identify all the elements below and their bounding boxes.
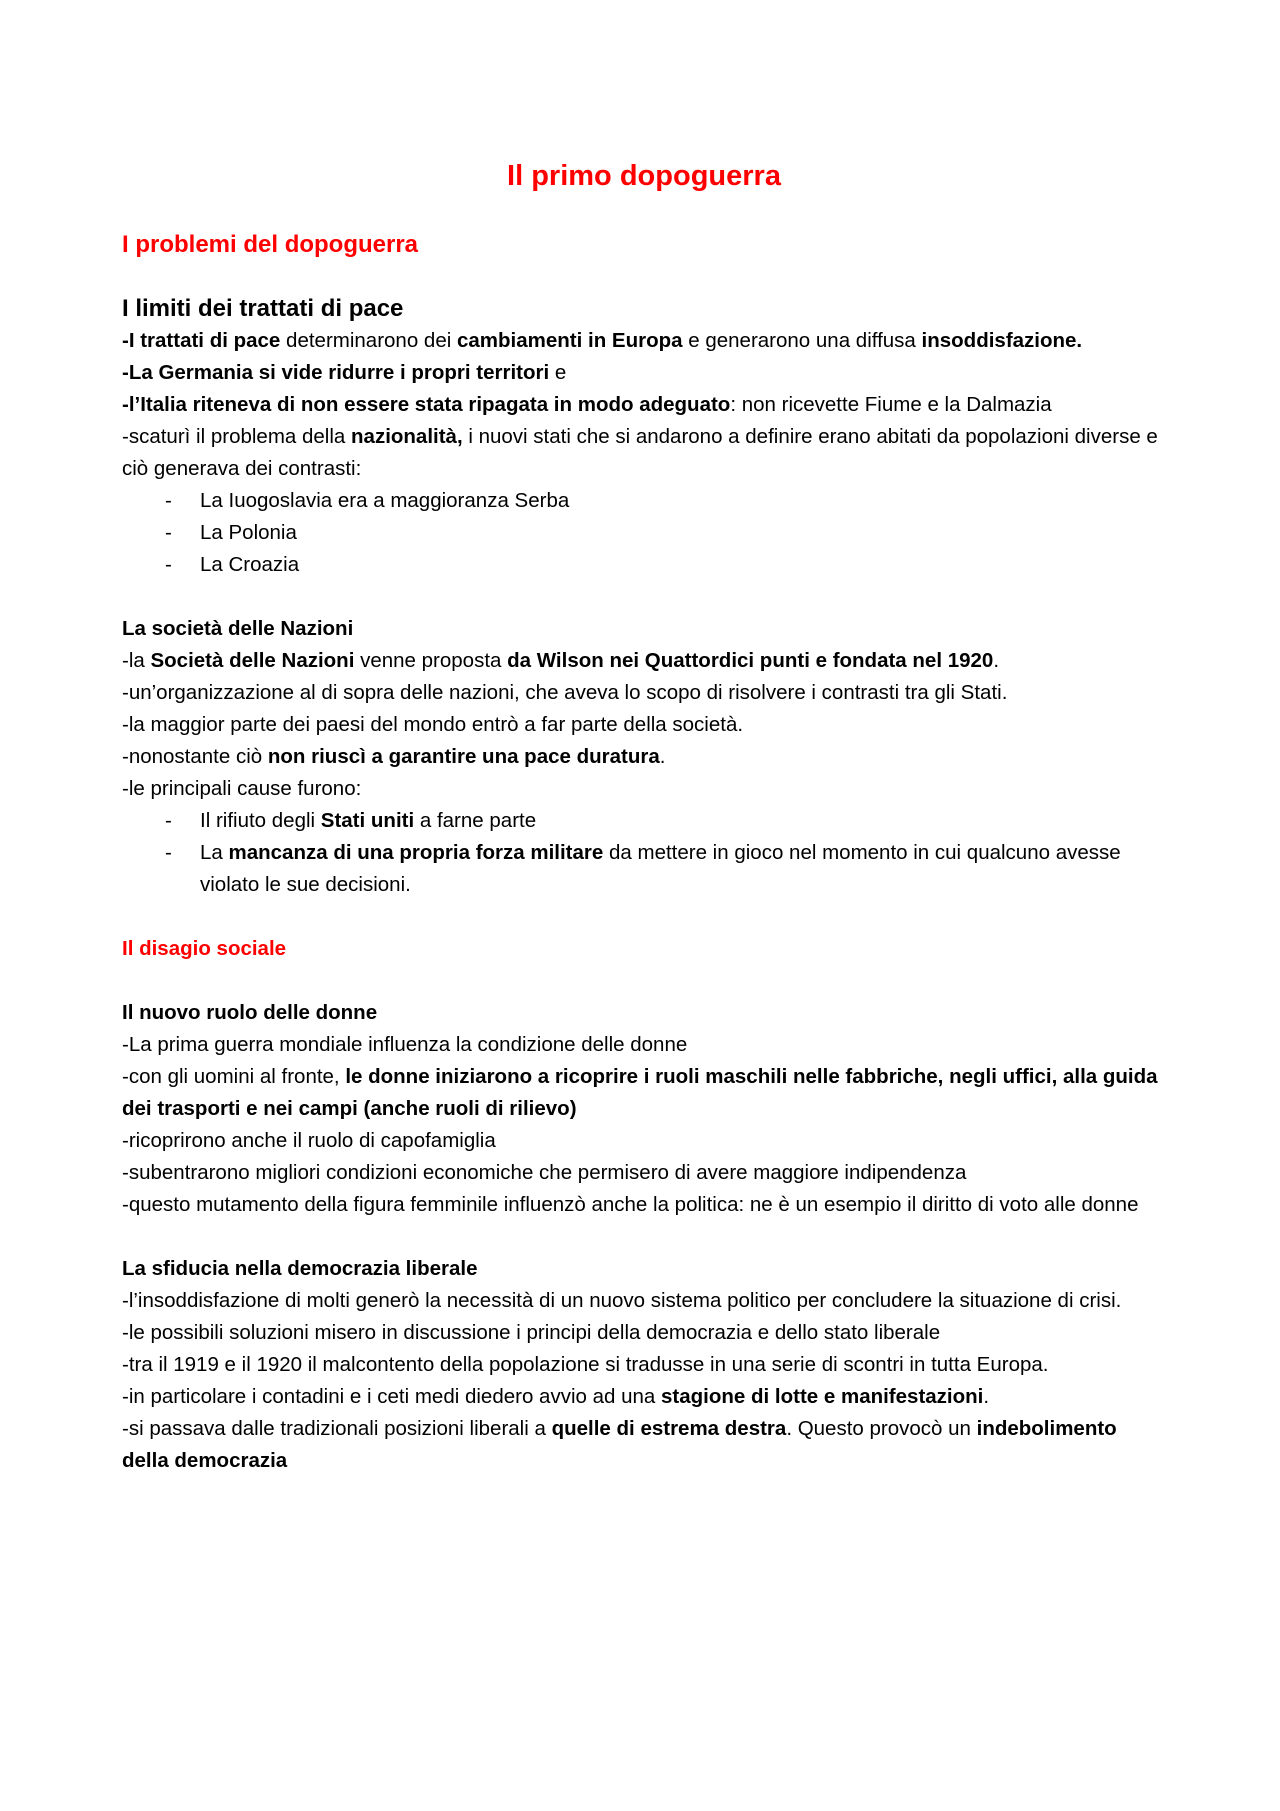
paragraph-contadini: -in particolare i contadini e i ceti medi diedero avvio ad una stagione di lotte e manifestazioni. (122, 1385, 990, 1408)
list-item: - Il rifiuto degli Stati uniti a farne parte (122, 805, 1162, 837)
paragraph-germania: -La Germania si vide ridurre i propri territori e (122, 361, 567, 384)
list-item: - La mancanza di una propria forza militare da mettere in gioco nel momento in cui qualcuno avesse violato le sue decisioni. (122, 837, 1162, 901)
document-body (122, 155, 1162, 1477)
subsection-heading-societa: La società delle Nazioni (122, 617, 354, 640)
paragraph-organizzazione: -un’organizzazione al di sopra delle nazioni, che aveva lo scopo di risolvere i contrasti tra gli Stati. (122, 681, 1008, 704)
paragraph-estrema-destra: -si passava dalle tradizionali posizioni liberali a quelle di estrema destra. Questo provocò un indebolimento della democrazia (122, 1417, 1117, 1472)
paragraph-cause: -le principali cause furono: (122, 777, 362, 800)
list-cause (122, 805, 1162, 901)
document-title: Il primo dopoguerra (507, 160, 781, 192)
paragraph-nazionalita: -scaturì il problema della nazionalità, i nuovi stati che si andarono a definire erano abitati da popolazioni diverse e ciò generava dei contrasti: (122, 425, 1158, 480)
paragraph-insoddisfazione: -l’insoddisfazione di molti generò la necessità di un nuovo sistema politico per concludere la situazione di crisi. (122, 1289, 1122, 1312)
paragraph-nonostante: -nonostante ciò non riuscì a garantire una pace duratura. (122, 745, 666, 768)
paragraph-italia: -l’Italia riteneva di non essere stata ripagata in modo adeguato: non ricevette Fiume e la Dalmazia (122, 393, 1052, 416)
paragraph-soluzioni: -le possibili soluzioni misero in discussione i principi della democrazia e dello stato liberale (122, 1321, 941, 1344)
section-heading-problemi: I problemi del dopoguerra (122, 231, 419, 258)
paragraph-capofamiglia: -ricoprirono anche il ruolo di capofamiglia (122, 1129, 496, 1152)
paragraph-uomini-fronte: -con gli uomini al fronte, le donne iniziarono a ricoprire i ruoli maschili nelle fabbriche, negli uffici, alla guida dei trasporti e nei campi (anche ruoli di rilievo) (122, 1065, 1158, 1120)
paragraph-indipendenza: -subentrarono migliori condizioni economiche che permisero di avere maggiore indipendenza (122, 1161, 967, 1184)
subsection-heading-trattati: I limiti dei trattati di pace (122, 295, 404, 322)
paragraph-maggior-parte: -la maggior parte dei paesi del mondo entrò a far parte della società. (122, 713, 744, 736)
paragraph-guerra-donne: -La prima guerra mondiale influenza la condizione delle donne (122, 1033, 688, 1056)
paragraph-mutamento: -questo mutamento della figura femminile influenzò anche la politica: ne è un esempio il diritto di voto alle donne (122, 1193, 1139, 1216)
subsection-heading-sfiducia: La sfiducia nella democrazia liberale (122, 1257, 478, 1280)
paragraph-trattati: -I trattati di pace determinarono dei cambiamenti in Europa e generarono una diffusa insoddisfazione. (122, 329, 1083, 352)
list-item: - La Iuogoslavia era a maggioranza Serba (122, 485, 1162, 517)
list-item: - La Croazia (122, 549, 1162, 581)
list-item: - La Polonia (122, 517, 1162, 549)
paragraph-societa: -la Società delle Nazioni venne proposta da Wilson nei Quattordici punti e fondata nel 1920. (122, 649, 1000, 672)
list-stati (122, 485, 1162, 581)
section-heading-disagio: Il disagio sociale (122, 937, 287, 960)
paragraph-1919-1920: -tra il 1919 e il 1920 il malcontento della popolazione si tradusse in una serie di scontri in tutta Europa. (122, 1353, 1049, 1376)
subsection-heading-donne: Il nuovo ruolo delle donne (122, 1001, 378, 1024)
